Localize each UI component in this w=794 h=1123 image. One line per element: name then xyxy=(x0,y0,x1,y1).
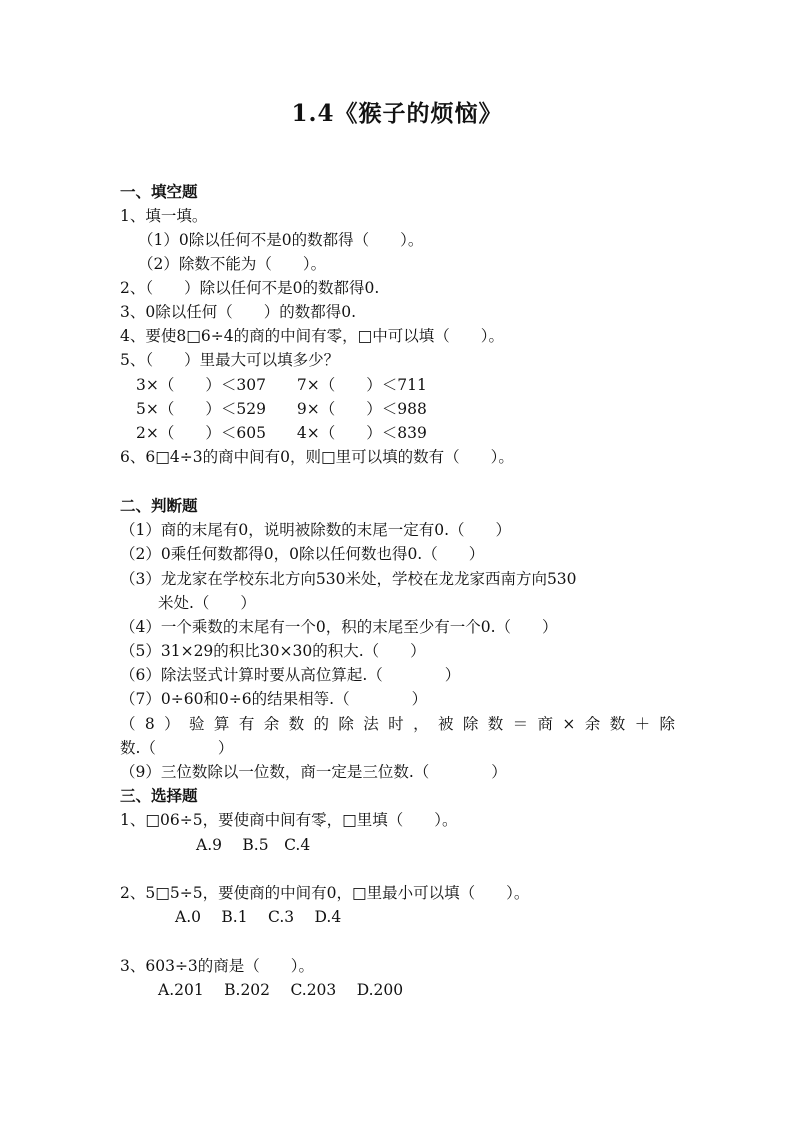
choice-question-2-options: A.0 B.1 C.3 D.4 xyxy=(175,908,342,926)
judge-item-2: （2）0乘任何数都得0，0除以任何数也得0.（ ） xyxy=(120,545,485,563)
section-heading-true-false: 二、判断题 xyxy=(120,496,198,515)
question-1-part-2: （2）除数不能为（ ）。 xyxy=(138,255,327,273)
question-5-row-3: 2×（ ）＜605 4×（ ）＜839 xyxy=(136,424,427,442)
choice-question-1: 1、□06÷5，要使商中间有零，□里填（ ）。 xyxy=(120,811,458,829)
judge-item-8-line-2: 数.（ ） xyxy=(120,739,234,757)
question-3: 3、0除以任何（ ）的数都得0. xyxy=(120,303,357,321)
section-heading-fill-in: 一、填空题 xyxy=(120,182,198,201)
choice-question-1-options: A.9 B.5 C.4 xyxy=(196,836,311,854)
judge-item-8-line-1: （8）验算有余数的除法时，被除数＝商×余数＋除 xyxy=(120,715,675,733)
judge-item-4: （4）一个乘数的末尾有一个0，积的末尾至少有一个0.（ ） xyxy=(120,618,558,636)
question-6: 6、6□4÷3的商中间有0，则□里可以填的数有（ ）。 xyxy=(120,448,514,466)
worksheet-title: 1.4《猴子的烦恼》 xyxy=(291,100,503,127)
section-heading-multiple-choice: 三、选择题 xyxy=(120,786,198,805)
judge-item-6: （6）除法竖式计算时要从高位算起.（ ） xyxy=(120,666,461,684)
choice-question-3-options: A.201 B.202 C.203 D.200 xyxy=(158,981,404,999)
judge-item-3-line-2: 米处.（ ） xyxy=(158,594,256,612)
choice-question-2: 2、5□5÷5，要使商的中间有0，□里最小可以填（ ）。 xyxy=(120,884,530,902)
question-4: 4、要使8□6÷4的商的中间有零，□中可以填（ ）。 xyxy=(120,327,504,345)
question-5: 5、（ ）里最大可以填多少？ xyxy=(120,351,340,369)
judge-item-7: （7）0÷60和0÷6的结果相等.（ ） xyxy=(120,690,428,708)
question-1: 1、填一填。 xyxy=(120,207,208,225)
judge-item-5: （5）31×29的积比30×30的积大.（ ） xyxy=(120,642,426,660)
choice-question-3: 3、603÷3的商是（ ）。 xyxy=(120,957,315,975)
question-5-row-1: 3×（ ）＜307 7×（ ）＜711 xyxy=(136,376,427,394)
judge-item-9: （9）三位数除以一位数，商一定是三位数.（ ） xyxy=(120,763,507,781)
judge-item-1: （1）商的末尾有0，说明被除数的末尾一定有0.（ ） xyxy=(120,521,512,539)
question-5-row-2: 5×（ ）＜529 9×（ ）＜988 xyxy=(136,400,427,418)
question-2: 2、（ ）除以任何不是0的数都得0. xyxy=(120,279,380,297)
judge-item-3-line-1: （3）龙龙家在学校东北方向530米处，学校在龙龙家西南方向530 xyxy=(120,570,577,588)
question-1-part-1: （1）0除以任何不是0的数都得（ ）。 xyxy=(138,231,424,249)
